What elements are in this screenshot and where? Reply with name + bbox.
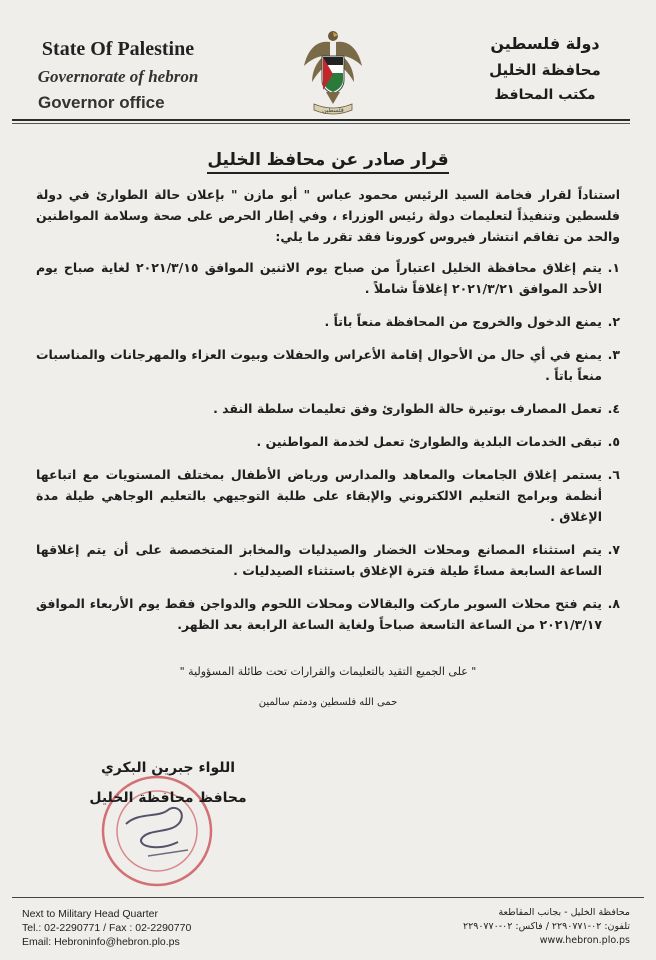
header-office-name-ar: مكتب المحافظ [494, 87, 596, 103]
footer-phone-fax: Tel.: 02-2290771 / Fax : 02-2290770 [22, 922, 192, 934]
footer-website: www.hebron.plo.ps [539, 935, 630, 946]
footer-english [22, 907, 191, 949]
header-governorate-name-ar: محافظة الخليل [489, 61, 601, 79]
header-divider-thin [12, 123, 630, 124]
item-text: يستمر إغلاق الجامعات والمعاهد والمدارس ورياض الأطفال بمختلف المستويات مع اتباعها أنظمة وبرامج التعليم الالكتروني والإبقاء على طلبة التوجيهي بالتعليم الوجاهي طيلة مدة الإغلاق . [36, 467, 602, 524]
header-english [18, 38, 218, 113]
decision-body [36, 184, 620, 713]
item-text: يمنع الدخول والخروج من المحافظة منعاً باتاً . [324, 314, 602, 329]
item-text: يمنع في أي حال من الأحوال إقامة الأعراس والحفلات وبيوت العزاء والمهرجانات والمناسبات منعاً باتاً . [36, 347, 602, 383]
list-item [36, 464, 620, 527]
eagle-emblem-icon [300, 26, 366, 118]
list-item [36, 431, 620, 452]
decision-title [0, 150, 656, 170]
header-office-name: Governor office [38, 93, 165, 112]
list-item [36, 398, 620, 419]
item-text: تبقى الخدمات البلدية والطوارئ تعمل لخدمة المواطنين . [256, 434, 602, 449]
header-divider [12, 119, 630, 121]
emblem-caption: فلسطين [322, 107, 344, 114]
footer-divider [12, 897, 644, 898]
item-number: ١. [607, 260, 620, 275]
list-item [36, 344, 620, 386]
decision-title-text: قرار صادر عن محافظ الخليل [207, 150, 448, 174]
closing-note: " على الجميع التقيد بالتعليمات والقرارات تحت طائلة المسؤولية " [179, 665, 477, 678]
header-arabic [460, 34, 630, 103]
item-text: تعمل المصارف بوتيرة حالة الطوارئ وفق تعليمات سلطة النقد . [213, 401, 602, 416]
intro-paragraph: استناداً لقرار فخامة السيد الرئيس محمود عباس " أبو مازن " بإعلان حالة الطوارئ في دولة فلسطين وتنفيذاً لتعليمات دولة رئيس الوزراء ، وفي إطار الحرص على صحة وسلامة المواطنين والحد من تفاقم انتشار فيروس كورونا فقد تقرر ما يلي: [36, 187, 620, 244]
item-text: يتم استثناء المصانع ومحلات الخضار والصيدليات والمخابز المتخصصة على أن يتم إغلاقها الساعة السابعة مساءً طيلة فترة الإغلاق باستثناء الصيدليات . [36, 542, 602, 578]
item-number: ٣. [607, 347, 620, 362]
list-item [36, 311, 620, 332]
decision-items [36, 257, 620, 635]
signatory-role: محافظ محافظة الخليل [89, 790, 247, 806]
item-number: ٤. [607, 401, 620, 416]
blessing-line: حمى الله فلسطين ودمتم سالمين [258, 697, 398, 708]
item-number: ٢. [607, 314, 620, 329]
signatory-name: اللواء جبرين البكري [100, 760, 236, 776]
item-text: يتم فتح محلات السوبر ماركت والبقالات ومحلات اللحوم والدواجن فقط يوم الأربعاء الموافق ٢٠٢١/٣/١٧ من الساعة التاسعة صباحاً ولغاية الساعة الرابعة بعد الظهر. [36, 596, 602, 632]
list-item [36, 257, 620, 299]
header-governorate-name: Governorate of hebron [37, 67, 199, 86]
list-item [36, 593, 620, 635]
item-number: ٥. [607, 434, 620, 449]
footer-address: Next to Military Head Quarter [22, 908, 158, 920]
item-number: ٧. [607, 542, 620, 557]
item-number: ٨. [607, 596, 620, 611]
footer-phone-fax-ar: تلفون: ٠٢-٢٢٩٠٧٧١ / فاكس: ٠٢-٢٢٩٠٧٧٠ [463, 921, 630, 932]
list-item [36, 539, 620, 581]
footer-address-ar: محافظة الخليل - بجانب المقاطعة [498, 907, 630, 918]
signature-block [88, 760, 248, 806]
footer-email: Email: Hebroninfo@hebron.plo.ps [22, 936, 180, 948]
header-state-name-ar: دولة فلسطين [490, 34, 600, 53]
header-state-name: State Of Palestine [41, 38, 195, 60]
item-text: يتم إغلاق محافظة الخليل اعتباراً من صباح يوم الاثنين الموافق ٢٠٢١/٣/١٥ لغاية صباح يوم الأحد الموافق ٢٠٢١/٣/٢١ إغلاقاً شاملاً . [36, 260, 602, 296]
footer-arabic [463, 906, 630, 948]
item-number: ٦. [607, 467, 620, 482]
